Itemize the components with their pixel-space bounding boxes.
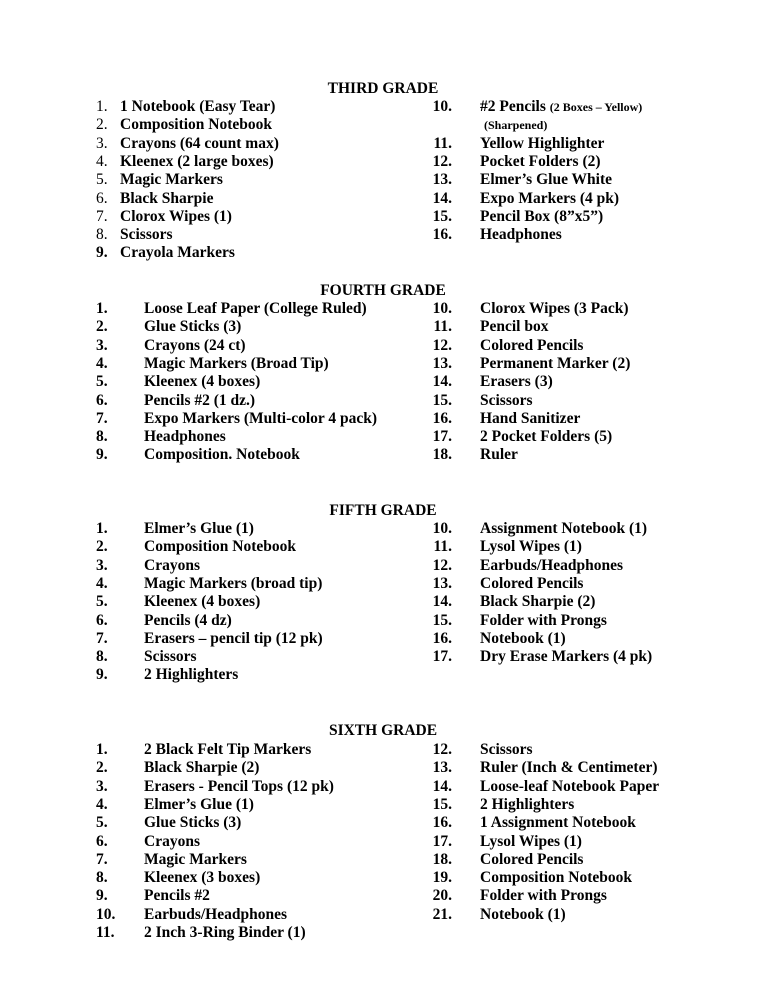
item-text bbox=[480, 778, 659, 796]
item-text bbox=[480, 741, 533, 759]
item-text-main: Notebook (1) bbox=[480, 629, 566, 647]
list-item bbox=[0, 924, 420, 942]
item-text bbox=[480, 226, 562, 244]
list-item bbox=[0, 190, 766, 208]
item-text: Erasers - Pencil Tops (12 pk) bbox=[144, 777, 334, 795]
item-number: 11. bbox=[433, 538, 452, 556]
item-text bbox=[480, 410, 580, 428]
list-item bbox=[0, 355, 766, 373]
item-text bbox=[480, 557, 623, 575]
item-text bbox=[480, 538, 582, 556]
item-text-main: #2 Pencils bbox=[480, 98, 546, 115]
item-note: (2 Boxes – Yellow) bbox=[549, 100, 643, 114]
item-text-main: Dry Erase Markers (4 pk) bbox=[480, 648, 653, 666]
item-text bbox=[480, 171, 612, 189]
item-number: 12. bbox=[432, 152, 452, 170]
item-text: Pencils (4 dz) bbox=[144, 611, 232, 629]
list-item bbox=[0, 557, 766, 575]
list-item bbox=[0, 135, 766, 153]
item-text bbox=[480, 373, 553, 391]
grade-heading: SIXTH GRADE bbox=[328, 722, 438, 739]
item-text-main: (Sharpened) bbox=[484, 118, 548, 133]
item-text-main: Folder with Prongs bbox=[480, 887, 607, 905]
item-number: 5. bbox=[96, 373, 108, 391]
item-number: 3. bbox=[96, 777, 108, 795]
list-item bbox=[0, 520, 766, 538]
list-item bbox=[0, 778, 766, 796]
item-number: 7. bbox=[96, 850, 108, 868]
item-text bbox=[480, 833, 582, 851]
list-item bbox=[0, 226, 766, 244]
item-text-main: Lysol Wipes (1) bbox=[480, 538, 582, 556]
item-text-main: Lysol Wipes (1) bbox=[480, 832, 582, 850]
item-text-main: Colored Pencils bbox=[480, 574, 584, 592]
item-number: 5. bbox=[96, 814, 108, 832]
item-text-main: Black Sharpie (2) bbox=[480, 593, 596, 611]
item-number: 5. bbox=[96, 593, 108, 611]
item-number: 11. bbox=[433, 318, 452, 336]
item-text bbox=[480, 520, 647, 538]
item-text: 2 Inch 3-Ring Binder (1) bbox=[144, 924, 306, 941]
item-number: 1. bbox=[96, 741, 108, 758]
item-text: Magic Markers (Broad Tip) bbox=[144, 354, 329, 372]
item-text: Magic Markers bbox=[120, 171, 223, 189]
item-text-main: Permanent Marker (2) bbox=[480, 354, 631, 372]
grade-heading: FOURTH GRADE bbox=[320, 282, 446, 299]
item-number: 1. bbox=[96, 520, 108, 537]
item-number: 13. bbox=[432, 354, 452, 372]
item-text bbox=[480, 648, 652, 666]
item-text: Black Sharpie bbox=[120, 189, 214, 207]
item-number: 2. bbox=[96, 116, 108, 134]
item-text: Expo Markers (Multi-color 4 pack) bbox=[144, 409, 378, 427]
item-text: Crayons bbox=[144, 556, 200, 574]
item-number: 7. bbox=[96, 207, 108, 225]
item-text-main: Elmer’s Glue White bbox=[480, 171, 613, 189]
item-text: Kleenex (4 boxes) bbox=[144, 373, 261, 391]
list-item bbox=[0, 446, 766, 464]
item-number: 2. bbox=[96, 759, 108, 777]
item-text bbox=[480, 318, 548, 336]
item-number: 14. bbox=[432, 593, 452, 611]
item-text-main: Colored Pencils bbox=[480, 336, 584, 354]
item-text-main: Expo Markers (4 pk) bbox=[480, 189, 620, 207]
item-number: 14. bbox=[432, 777, 452, 795]
item-number: 4. bbox=[96, 574, 108, 592]
item-text: 2 Highlighters bbox=[144, 666, 239, 684]
item-text-main: Scissors bbox=[480, 391, 533, 409]
item-text-main: 2 Pocket Folders (5) bbox=[480, 428, 613, 446]
item-text-main: Assignment Notebook (1) bbox=[480, 520, 648, 537]
item-text: Black Sharpie (2) bbox=[144, 759, 260, 777]
item-text-main: 1 Assignment Notebook bbox=[480, 814, 636, 832]
item-number: 8. bbox=[96, 226, 108, 244]
item-text: Clorox Wipes (1) bbox=[120, 207, 232, 225]
item-number: 13. bbox=[432, 171, 452, 189]
item-number: 3. bbox=[96, 134, 108, 152]
list-item bbox=[0, 244, 420, 262]
item-text-main: Ruler bbox=[480, 446, 518, 464]
item-number: 9. bbox=[96, 666, 108, 684]
item-text-main: Notebook (1) bbox=[480, 905, 566, 923]
item-text-main: Ruler (Inch & Centimeter) bbox=[480, 759, 658, 777]
item-text: Erasers – pencil tip (12 pk) bbox=[144, 629, 323, 647]
list-item bbox=[0, 116, 766, 134]
item-number: 6. bbox=[96, 832, 108, 850]
list-item bbox=[0, 373, 766, 391]
list-item bbox=[0, 98, 766, 116]
item-text-main: Folder with Prongs bbox=[480, 611, 607, 629]
item-number: 14. bbox=[432, 373, 452, 391]
item-text: Pencils #2 (1 dz.) bbox=[144, 391, 256, 409]
item-number: 16. bbox=[432, 226, 452, 244]
item-number: 13. bbox=[432, 759, 452, 777]
list-item bbox=[0, 337, 766, 355]
item-number: 1. bbox=[96, 98, 108, 115]
item-text: Earbuds/Headphones bbox=[144, 905, 287, 923]
item-text-main: Pocket Folders (2) bbox=[480, 152, 601, 170]
item-number: 8. bbox=[96, 869, 108, 887]
item-number: 14. bbox=[432, 189, 452, 207]
item-number: 12. bbox=[432, 741, 452, 758]
item-number: 17. bbox=[432, 428, 452, 446]
item-text-main: Erasers (3) bbox=[480, 373, 553, 391]
item-number: 17. bbox=[432, 648, 452, 666]
item-text: 2 Black Felt Tip Markers bbox=[144, 741, 312, 758]
list-item bbox=[0, 741, 766, 759]
item-text: Scissors bbox=[120, 226, 173, 244]
item-text bbox=[480, 428, 612, 446]
item-number: 7. bbox=[96, 409, 108, 427]
list-item bbox=[0, 814, 766, 832]
list-item bbox=[0, 906, 766, 924]
item-text: Glue Sticks (3) bbox=[144, 814, 242, 832]
item-text-main: Clorox Wipes (3 Pack) bbox=[480, 300, 629, 317]
grade-heading: FIFTH GRADE bbox=[329, 502, 437, 519]
item-text bbox=[480, 300, 629, 318]
item-text: Headphones bbox=[144, 428, 226, 446]
item-text: 1 Notebook (Easy Tear) bbox=[120, 98, 276, 115]
item-text bbox=[480, 446, 518, 464]
item-text bbox=[480, 593, 595, 611]
item-number: 13. bbox=[432, 574, 452, 592]
item-text bbox=[480, 575, 583, 593]
list-item bbox=[0, 300, 766, 318]
list-item bbox=[0, 612, 766, 630]
list-item bbox=[0, 538, 766, 556]
item-text-main: Pencil box bbox=[480, 318, 549, 336]
item-text bbox=[480, 796, 574, 814]
item-text bbox=[480, 869, 632, 887]
item-text: Crayons (24 ct) bbox=[144, 336, 246, 354]
item-number: 15. bbox=[432, 391, 452, 409]
item-text bbox=[480, 355, 630, 373]
item-number: 6. bbox=[96, 391, 108, 409]
item-text bbox=[480, 759, 658, 777]
grade-heading: THIRD GRADE bbox=[327, 80, 439, 97]
list-item bbox=[0, 392, 766, 410]
list-item bbox=[0, 796, 766, 814]
item-text bbox=[480, 392, 533, 410]
item-number: 4. bbox=[96, 795, 108, 813]
item-text-main: Composition Notebook bbox=[480, 869, 633, 887]
list-item bbox=[0, 410, 766, 428]
item-number: 9. bbox=[96, 887, 108, 905]
item-text bbox=[480, 814, 636, 832]
list-item bbox=[0, 887, 766, 905]
item-number: 16. bbox=[432, 814, 452, 832]
item-number: 15. bbox=[432, 795, 452, 813]
list-item bbox=[0, 171, 766, 189]
item-number: 2. bbox=[96, 538, 108, 556]
item-text: Glue Sticks (3) bbox=[144, 318, 242, 336]
item-number: 17. bbox=[432, 832, 452, 850]
item-text bbox=[480, 208, 603, 226]
item-number: 4. bbox=[96, 152, 108, 170]
item-number: 10. bbox=[432, 98, 452, 115]
item-number: 2. bbox=[96, 318, 108, 336]
item-text: Crayons (64 count max) bbox=[120, 134, 279, 152]
item-number: 10. bbox=[432, 300, 452, 317]
item-number: 7. bbox=[96, 629, 108, 647]
item-text-main: Scissors bbox=[480, 741, 533, 758]
item-text bbox=[480, 612, 607, 630]
item-number: 15. bbox=[432, 611, 452, 629]
item-number: 9. bbox=[96, 446, 108, 464]
list-item bbox=[0, 153, 766, 171]
item-text bbox=[480, 135, 604, 153]
item-text-main: 2 Highlighters bbox=[480, 795, 575, 813]
item-text bbox=[484, 116, 547, 134]
item-text bbox=[480, 887, 607, 905]
item-text-main: Colored Pencils bbox=[480, 850, 584, 868]
item-number: 10. bbox=[432, 520, 452, 537]
item-text: Kleenex (4 boxes) bbox=[144, 593, 261, 611]
item-number: 5. bbox=[96, 171, 108, 189]
item-number: 4. bbox=[96, 354, 108, 372]
item-text-main: Loose-leaf Notebook Paper bbox=[480, 777, 660, 795]
item-number: 21. bbox=[432, 905, 452, 923]
item-text: Kleenex (3 boxes) bbox=[144, 869, 261, 887]
list-item bbox=[0, 575, 766, 593]
list-item bbox=[0, 648, 766, 666]
list-item bbox=[0, 869, 766, 887]
item-text: Magic Markers bbox=[144, 850, 247, 868]
item-number: 16. bbox=[432, 409, 452, 427]
item-number: 11. bbox=[96, 924, 115, 941]
item-text bbox=[480, 98, 642, 116]
list-item bbox=[0, 208, 766, 226]
item-text: Elmer’s Glue (1) bbox=[144, 795, 254, 813]
item-text-main: Headphones bbox=[480, 226, 562, 244]
item-text bbox=[480, 851, 583, 869]
item-number: 6. bbox=[96, 189, 108, 207]
item-number: 11. bbox=[433, 134, 452, 152]
item-number: 18. bbox=[432, 446, 452, 464]
item-text: Composition Notebook bbox=[120, 116, 273, 134]
list-item bbox=[0, 759, 766, 777]
item-number: 16. bbox=[432, 629, 452, 647]
item-number: 12. bbox=[432, 556, 452, 574]
item-text-main: Yellow Highlighter bbox=[480, 134, 605, 152]
item-text-main: Hand Sanitizer bbox=[480, 409, 581, 427]
item-number: 3. bbox=[96, 336, 108, 354]
item-number: 9. bbox=[96, 244, 108, 262]
item-text: Elmer’s Glue (1) bbox=[144, 520, 254, 537]
item-text-main: Pencil Box (8”x5”) bbox=[480, 207, 604, 225]
list-item bbox=[0, 318, 766, 336]
item-text: Pencils #2 bbox=[144, 887, 210, 905]
item-number: 8. bbox=[96, 648, 108, 666]
item-number: 12. bbox=[432, 336, 452, 354]
item-number: 6. bbox=[96, 611, 108, 629]
item-text: Loose Leaf Paper (College Ruled) bbox=[144, 300, 367, 317]
item-number: 1. bbox=[96, 300, 108, 317]
item-number: 20. bbox=[432, 887, 452, 905]
item-text-main: Earbuds/Headphones bbox=[480, 556, 623, 574]
item-text: Magic Markers (broad tip) bbox=[144, 574, 323, 592]
item-text: Scissors bbox=[144, 648, 197, 666]
item-text: Crayola Markers bbox=[120, 244, 235, 262]
list-item bbox=[0, 851, 766, 869]
item-number: 8. bbox=[96, 428, 108, 446]
item-number: 19. bbox=[432, 869, 452, 887]
list-item bbox=[0, 428, 766, 446]
item-text: Kleenex (2 large boxes) bbox=[120, 152, 274, 170]
item-text bbox=[480, 337, 583, 355]
item-text: Crayons bbox=[144, 832, 200, 850]
list-item bbox=[0, 666, 420, 684]
item-text bbox=[480, 906, 566, 924]
item-text bbox=[480, 630, 566, 648]
item-number: 15. bbox=[432, 207, 452, 225]
list-item bbox=[0, 630, 766, 648]
item-text: Composition Notebook bbox=[144, 538, 297, 556]
item-text bbox=[480, 153, 601, 171]
list-item bbox=[0, 593, 766, 611]
list-item bbox=[0, 833, 766, 851]
item-text bbox=[480, 190, 619, 208]
item-number: 10. bbox=[96, 905, 116, 923]
item-text: Composition. Notebook bbox=[144, 446, 300, 464]
item-number: 18. bbox=[432, 850, 452, 868]
item-number: 3. bbox=[96, 556, 108, 574]
